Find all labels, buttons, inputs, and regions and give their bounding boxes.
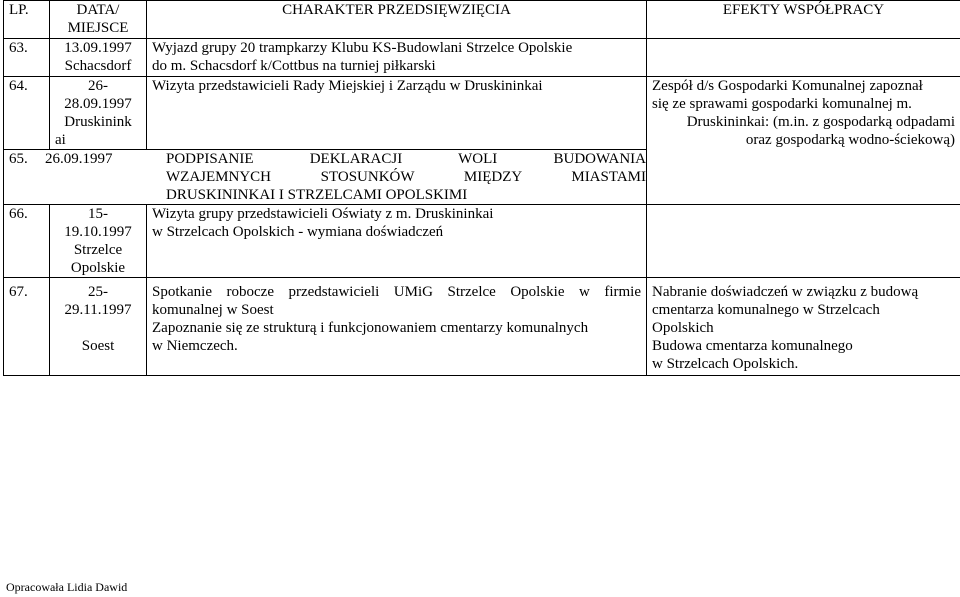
row-63-description [147, 39, 647, 77]
row-63-desc-line: do m. Schacsdorf k/Cottbus na turniej piłkarski [152, 58, 436, 74]
row-67-effects [647, 278, 960, 376]
row-65-desc-line: DRUSKININKAI I STRZELCAMI OPOLSKIMI [166, 187, 468, 203]
row-64-date-place [50, 77, 147, 150]
row-66-effects [647, 205, 960, 278]
row-67-effect-line: cmentarza komunalnego w Strzelcach [652, 302, 880, 318]
row-66-desc-line: w Strzelcach Opolskich - wymiana doświadczeń [152, 224, 444, 240]
row-67-desc-line: Zapoznanie się ze strukturą i funkcjonowaniem cmentarzy komunalnych [152, 320, 589, 336]
row-65-lp: 65. [9, 151, 28, 167]
row-64-place-cont: ai [55, 132, 66, 148]
table-header-row [4, 1, 960, 39]
row-67-lp: 67. [4, 278, 50, 376]
row-67-desc-line: Spotkanie robocze przedstawicieli UMiG Strzelce Opolskie w firmie [152, 284, 641, 300]
row-65-date: 26.09.1997 [45, 151, 113, 167]
row-67-place: Soest [81, 338, 115, 354]
footer-author: Opracowała Lidia Dawid [6, 580, 128, 594]
row-63-date: 13.09.1997 [64, 40, 132, 56]
row-64-date-start: 26- [88, 78, 108, 94]
row-65-desc-line: PODPISANIE DEKLARACJI WOLI BUDOWANIA [166, 151, 646, 167]
row-63-effects [647, 39, 960, 77]
row-66-date-place [50, 205, 147, 278]
row-66-place-cont: Opolskie [70, 260, 126, 276]
row-67-effect-line: Nabranie doświadczeń w związku z budową [652, 284, 919, 300]
row-67-date-start: 25- [88, 284, 108, 300]
row-67-effect-line: Opolskich [652, 320, 714, 336]
table-row [4, 278, 960, 376]
header-lp: LP. [4, 1, 50, 39]
row-67-effect-line: w Strzelcach Opolskich. [652, 356, 799, 372]
row-64-effect-line: Zespół d/s Gospodarki Komunalnej zapoznał [652, 78, 923, 94]
row-66-desc-line: Wizyta grupy przedstawicieli Oświaty z m. Druskininkai [152, 206, 494, 222]
row-67-desc-line: komunalnej w Soest [152, 302, 274, 318]
table-row [4, 77, 960, 150]
row-64-effect-line: się ze sprawami gospodarki komunalnej m. [652, 96, 912, 112]
row-67-effect-line: Budowa cmentarza komunalnego [652, 338, 853, 354]
row-67-description [147, 278, 647, 376]
row-65-desc-line: WZAJEMNYCH STOSUNKÓW MIĘDZY MIASTAMI [166, 169, 646, 185]
header-date-place [50, 1, 147, 39]
row-66-date-end: 19.10.1997 [64, 224, 132, 240]
header-effects: EFEKTY WSPÓŁPRACY [647, 1, 960, 39]
row-66-place: Strzelce [73, 242, 123, 258]
row-67-desc-line: w Niemczech. [152, 338, 238, 354]
header-date-label: DATA/ [76, 2, 120, 18]
row-64-effects [647, 77, 960, 205]
row-64-lp: 64. [4, 77, 50, 150]
row-66-description [147, 205, 647, 278]
row-63-desc-line: Wyjazd grupy 20 trampkarzy Klubu KS-Budowlani Strzelce Opolskie [152, 40, 573, 56]
events-table [3, 0, 960, 376]
row-64-description [147, 77, 647, 150]
row-67-date-end: 29.11.1997 [64, 302, 132, 318]
header-place-label: MIEJSCE [67, 20, 129, 36]
row-64-effect-line: Druskininkai: (m.in. z gospodarką odpadami [686, 114, 955, 130]
row-67-date-place [50, 278, 147, 376]
row-63-place: Schacsdorf [64, 58, 132, 74]
row-66-lp: 66. [4, 205, 50, 278]
row-64-date-end: 28.09.1997 [64, 96, 132, 112]
table-row [4, 39, 960, 77]
row-66-date-start: 15- [88, 206, 108, 222]
row-63-date-place [50, 39, 147, 77]
table-row [4, 205, 960, 278]
row-65-description [152, 150, 646, 204]
row-64-effect-line: oraz gospodarką wodno-ściekową) [745, 132, 955, 148]
row-65-cell [4, 150, 647, 205]
row-64-desc-line: Wizyta przedstawicieli Rady Miejskiej i Zarządu w Druskininkai [152, 78, 543, 94]
row-63-lp: 63. [4, 39, 50, 77]
row-64-place: Druskinink [64, 114, 132, 130]
header-description: CHARAKTER PRZEDSIĘWZIĘCIA [147, 1, 647, 39]
